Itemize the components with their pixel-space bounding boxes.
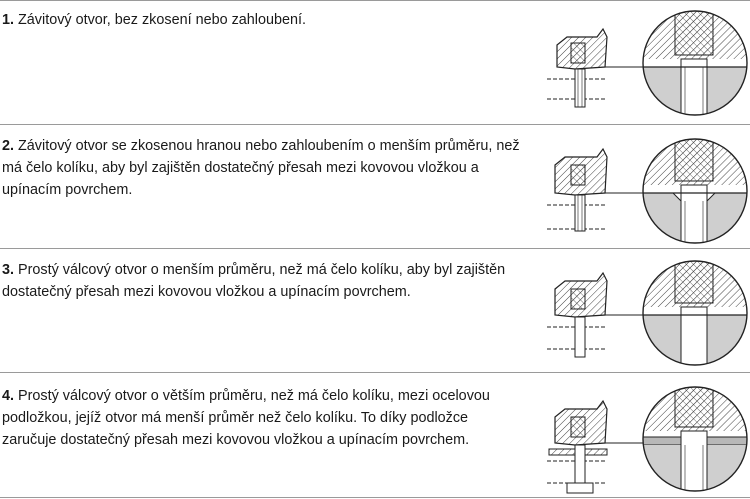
item-text	[2, 9, 522, 31]
item-description: Závitový otvor, bez zkosení nebo zahloubení.	[18, 12, 307, 28]
threaded-hole-illustration	[545, 7, 750, 119]
list-item-1	[0, 0, 750, 124]
item-number: 3.	[2, 262, 15, 278]
list-item-2	[0, 124, 750, 248]
item-text	[2, 135, 522, 201]
item-number: 2.	[2, 138, 15, 154]
item-number: 4.	[2, 388, 15, 404]
item-text	[2, 259, 522, 303]
item-description: Prostý válcový otvor o větším průměru, než má čelo kolíku, mezi ocelovou podložkou, jejíž otvor má menší průměr než čelo kolíku. To díky podložce zaručuje dostatečný přesah mezi kovovou vložkou a upínacím povrchem.	[2, 388, 490, 448]
washer-hole-illustration	[545, 383, 750, 495]
item-text	[2, 385, 522, 451]
countersunk-hole-illustration	[545, 135, 750, 247]
item-description: Závitový otvor se zkosenou hranou nebo zahloubením o menším průměru, než má čelo kolíku, aby byl zajištěn dostatečný přesah mezi kovovou vložkou a upínacím povrchem.	[2, 138, 520, 198]
cylindrical-hole-illustration	[545, 257, 750, 369]
list-item-3	[0, 248, 750, 372]
item-number: 1.	[2, 12, 15, 28]
item-description: Prostý válcový otvor o menším průměru, než má čelo kolíku, aby byl zajištěn dostatečný přesah mezi kovovou vložkou a upínacím povrchem.	[2, 262, 506, 300]
list-item-4	[0, 372, 750, 498]
